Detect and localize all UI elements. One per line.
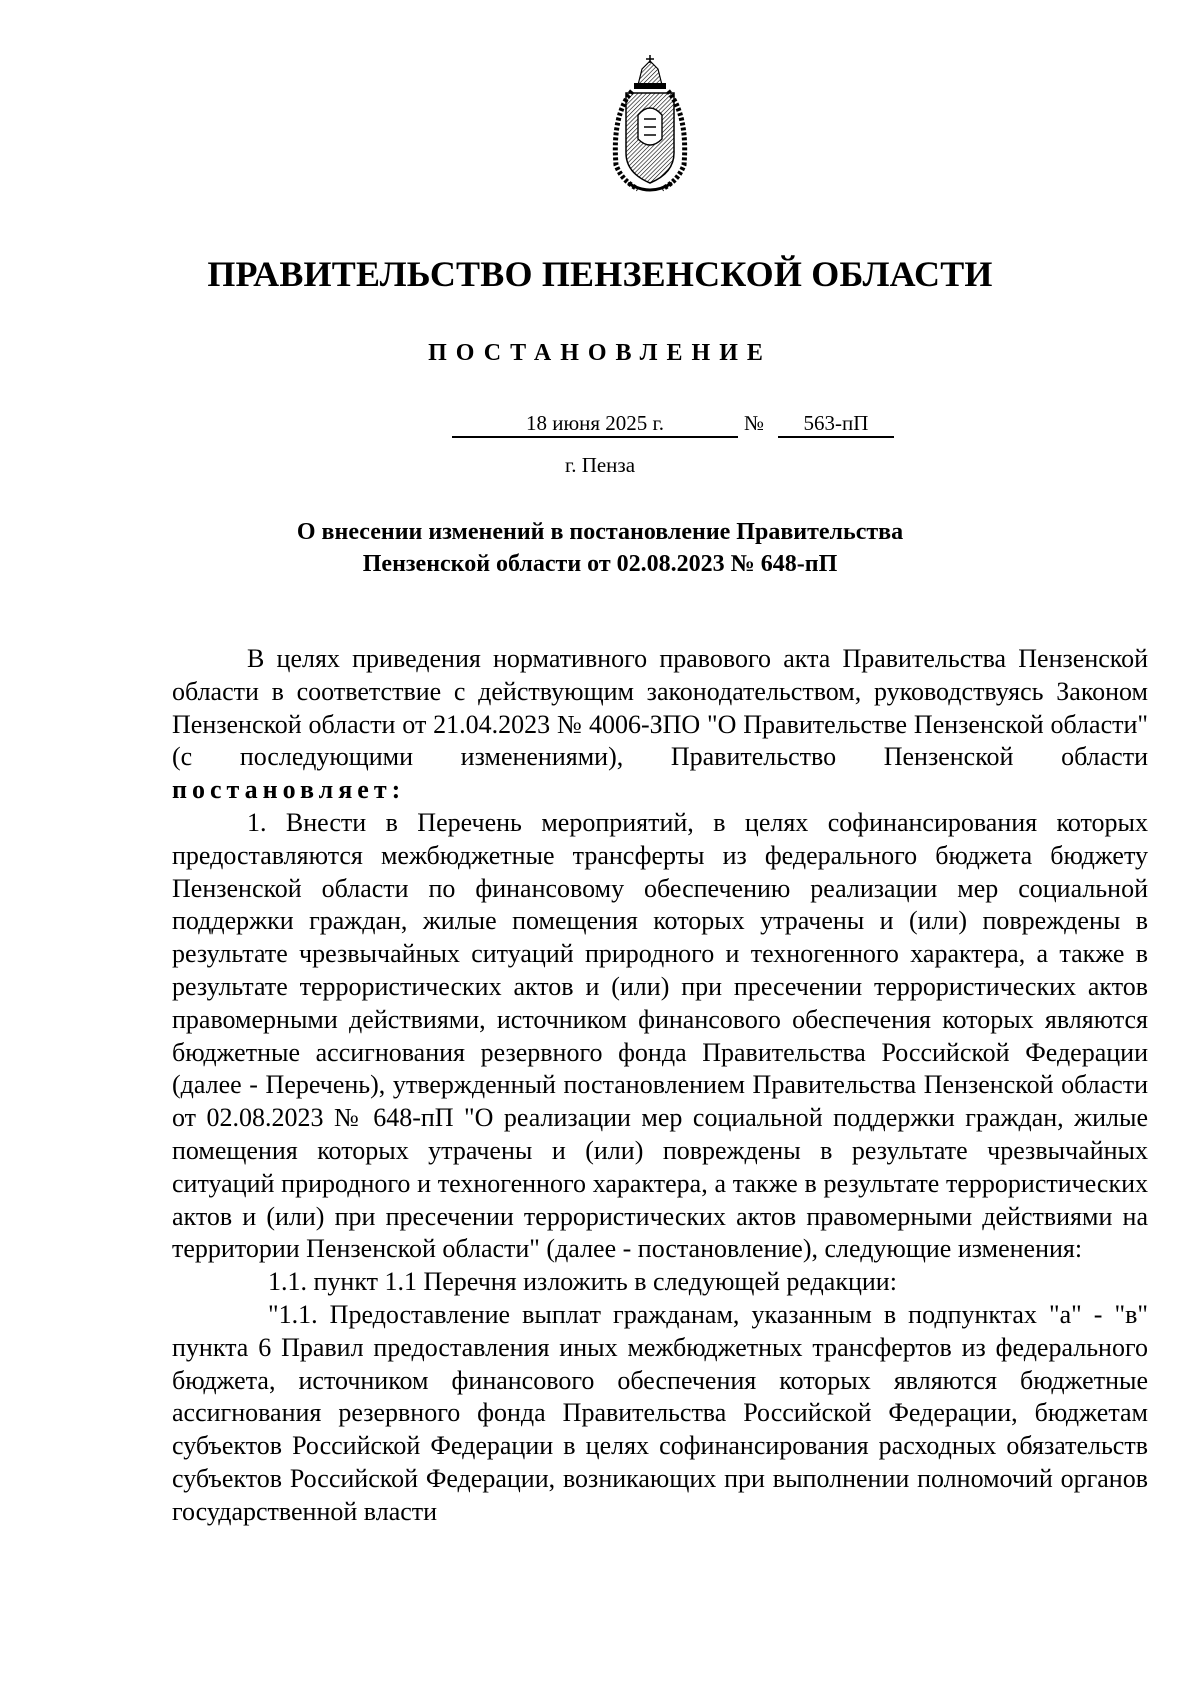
document-subject <box>0 516 1200 580</box>
document-date: 18 июня 2025 г. <box>452 410 738 438</box>
preamble-text: В целях приведения нормативного правового акта Правительства Пензенской области в соответствие с действующим законодательством, руководствуясь Законом Пензенской области от 21.04.2023 № 4006-ЗПО "О Правительстве Пензенской области" (с последующими изменениями), Правительство Пензенской области <box>172 644 1148 772</box>
document-number: 563-пП <box>778 410 894 438</box>
number-sign: № <box>744 411 765 435</box>
item-1-1-text-paragraph: "1.1. Предоставление выплат гражданам, указанным в подпунктах "а" - "в" пункта 6 Правил предоставления иных межбюджетных трансфертов из федерального бюджета, источником финансового обеспечения которых являются бюджетные ассигнования резервного фонда Правительства Российской Федерации, бюджетам субъектов Российской Федерации в целях софинансирования расходных обязательств субъектов Российской Федерации, возникающих при выполнении полномочий органов государственной власти <box>172 1299 1148 1526</box>
document-city: г. Пенза <box>564 453 636 477</box>
date-number-row <box>0 410 1200 440</box>
decree-word: постановляет: <box>172 775 406 805</box>
item-1-paragraph: 1. Внести в Перечень мероприятий, в целях софинансирования которых предоставляются межбюджетные трансферты из федерального бюджета бюджету Пензенской области по финансовому обеспечению реализации мер социальной поддержки граждан, жилые помещения которых утрачены и (или) повреждены в результате чрезвычайных ситуаций природного и техногенного характера, а также в результате террористических актов и (или) при пресечении террористических актов правомерными действиями, источником финансового обеспечения которых являются бюджетные ассигнования резервного фонда Правительства Российской Федерации (далее - Перечень), утвержденный постановлением Правительства Пензенской области от 02.08.2023 № 648-пП "О реализации мер социальной поддержки граждан, жилые помещения которых утрачены и (или) повреждены в результате чрезвычайных ситуаций природного и техногенного характера, а также в результате террористических актов и (или) при пресечении террористических актов правомерными действиями на территории Пензенской области" (далее - постановление), следующие изменения: <box>172 807 1148 1264</box>
document-body <box>172 643 1148 1529</box>
subject-line-1: О внесении изменений в постановление Правительства <box>296 519 904 545</box>
subject-line-2: Пензенской области от 02.08.2023 № 648-пП <box>362 551 838 577</box>
penza-coat-of-arms-icon <box>608 55 692 197</box>
document-type: ПОСТАНОВЛЕНИЕ <box>428 340 772 366</box>
item-1-1-paragraph: 1.1. пункт 1.1 Перечня изложить в следующей редакции: <box>268 1267 897 1297</box>
preamble-paragraph <box>172 643 1148 807</box>
organization-title: ПРАВИТЕЛЬСТВО ПЕНЗЕНСКОЙ ОБЛАСТИ <box>207 254 993 294</box>
